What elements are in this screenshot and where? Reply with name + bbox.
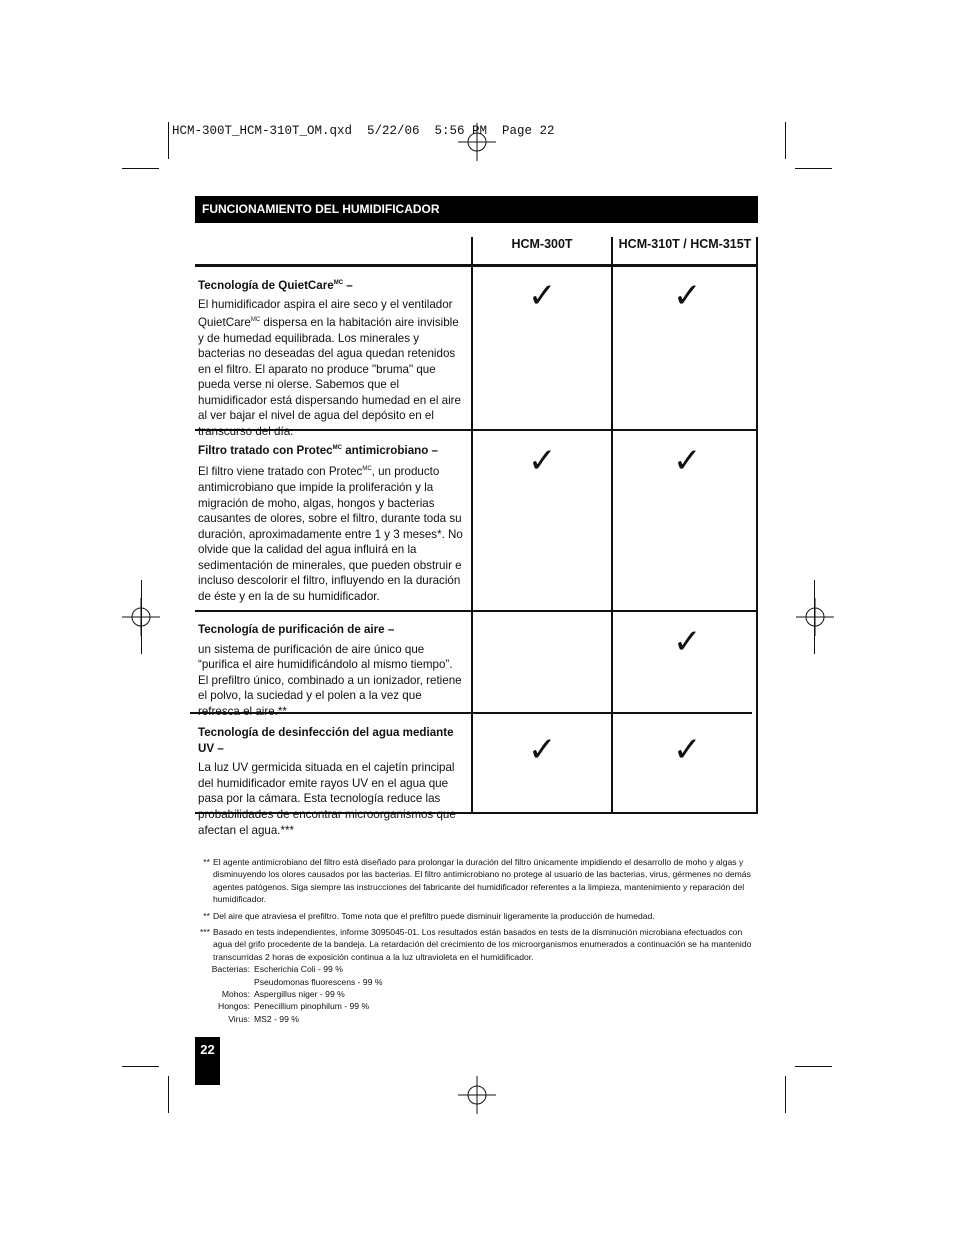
check-icon: ✓: [673, 622, 702, 662]
page-number: 22: [195, 1037, 220, 1085]
list-item: Virus: MS2 - 99 %: [228, 1013, 299, 1024]
check-icon: ✓: [673, 730, 702, 770]
list-item: Hongos: Penecillium pinophilum - 99 %: [217, 1001, 370, 1012]
organism-list: [198, 963, 758, 1025]
table-divider: [756, 237, 758, 814]
crop-mark: [785, 122, 786, 159]
section-title: FUNCIONAMIENTO DEL HUMIDIFICADOR: [195, 196, 758, 223]
column-header-hcm-300t: HCM-300T: [511, 237, 573, 251]
table-row: [198, 725, 466, 838]
table-row: [198, 276, 466, 440]
crop-mark: [795, 1066, 832, 1067]
feature-title: Filtro tratado con Protec$^{MC}$ antimicrobiano –: [198, 443, 438, 457]
check-icon: ✓: [528, 730, 557, 770]
footnote-marker: **: [203, 857, 210, 867]
table-divider: [195, 610, 758, 612]
crop-mark: [795, 168, 832, 169]
feature-title: Tecnología de desinfección del agua mediante UV –: [198, 726, 454, 755]
table-divider: [611, 237, 613, 814]
footnote-text: El agente antimicrobiano del filtro está diseñado para prolongar la duración del filtro únicamente impidiendo el desarrollo de moho y algas y disminuyendo los olores causados por las bacterias. El filtro antimicrobiano no protege al usuario de las bacterias, virus, gérmenes no demás agentes patógenos. Siga siempre las instrucciones del fabricante del humidificador referentes a la limpieza, mantenimiento y reparación del humidificador.: [213, 857, 751, 905]
footnote-marker: ***: [199, 927, 210, 937]
crop-mark: [122, 168, 159, 169]
crop-mark: [168, 122, 169, 159]
footnote-text: Del aire que atraviesa el prefiltro. Tome nota que el prefiltro puede disminuir ligeramente la producción de humedad.: [213, 911, 655, 921]
crop-mark: [122, 1066, 159, 1067]
footnote-text: Basado en tests independientes, informe 3095045-01. Los resultados están basados en tests de la disminución microbiana efectuados con agua del grifo procedente de la bandeja. La retardación del crecimiento de los microorganismos enumerados a continuación se ha mantenido transcurridas 2 horas de exposición continua a la luz ultravioleta en el humidificador.: [213, 927, 752, 962]
table-divider: [471, 237, 473, 814]
feature-title: Tecnología de purificación de aire –: [198, 623, 395, 636]
crop-mark: [814, 580, 815, 654]
registration-mark-icon: [458, 123, 496, 161]
feature-description: El filtro viene tratado con Protec$^{MC}$, un producto antimicrobiano que impide la proliferación y la migración de moho, algas, hongos y bacterias causantes de olores, sobre el filtro, durante toda su duración, aproximadamente entre 1 y 3 meses*. No olvide que la calidad del agua influirá en la sedimentación de minerales, que pueden obstruir e incluso descolorir el filtro, influyendo en la duración de éste y en la de su humidificador.: [198, 465, 463, 604]
column-header-hcm-310t: HCM-310T / HCM-315T: [618, 237, 752, 251]
footnote: [198, 856, 758, 906]
table-divider: [195, 264, 758, 267]
feature-description: El humidificador aspira el aire seco y el ventilador QuietCare$^{MC}$ dispersa en la habitación aire invisible y de humedad equilibrada. Los minerales y bacterias no deseadas del agua quedan retenidos en el filtro. El aparato no produce "bruma" que pueda verse ni olerse. Sabemos que el humidificador está dispersando humedad en el aire al ver bajar el nivel de agua del depósito en el transcurso del día.: [198, 298, 461, 439]
list-item: Pseudomonas fluorescens - 99 %: [254, 976, 383, 987]
registration-mark-icon: [458, 1076, 496, 1114]
table-row: [198, 622, 466, 720]
feature-description: La luz UV germicida situada en el cajetín principal del humidificador emite rayos UV en el agua que pasa por la cámara. Esta tecnología reduce las probabilidades de encontrar microorganismos que afectan el agua.***: [198, 761, 456, 837]
footnote: [198, 910, 758, 922]
check-icon: ✓: [528, 441, 557, 481]
list-item: Bacterias: Escherichia Coli - 99 %: [211, 964, 343, 975]
list-item: Mohos: Aspergillus niger - 99 %: [221, 989, 345, 1000]
feature-table: [195, 237, 758, 837]
footnote-marker: **: [203, 911, 210, 921]
table-row: [198, 441, 466, 605]
check-icon: ✓: [673, 276, 702, 316]
check-icon: ✓: [673, 441, 702, 481]
crop-mark: [141, 580, 142, 654]
print-slug: HCM-300T_HCM-310T_OM.qxd 5/22/06 5:56 PM Page 22: [172, 124, 555, 138]
check-icon: ✓: [528, 276, 557, 316]
feature-description: un sistema de purificación de aire único que “purifica el aire humidificándolo al mismo tiempo”. El prefiltro único, combinado a un ionizador, retiene el polvo, la suciedad y el polen a la vez que refresca el aire.**: [198, 642, 462, 718]
footnote: [198, 926, 758, 1025]
crop-mark: [785, 1076, 786, 1113]
feature-title: Tecnología de QuietCare$^{MC}$ –: [198, 278, 353, 292]
crop-mark: [168, 1076, 169, 1113]
registration-mark-icon: [796, 598, 834, 636]
